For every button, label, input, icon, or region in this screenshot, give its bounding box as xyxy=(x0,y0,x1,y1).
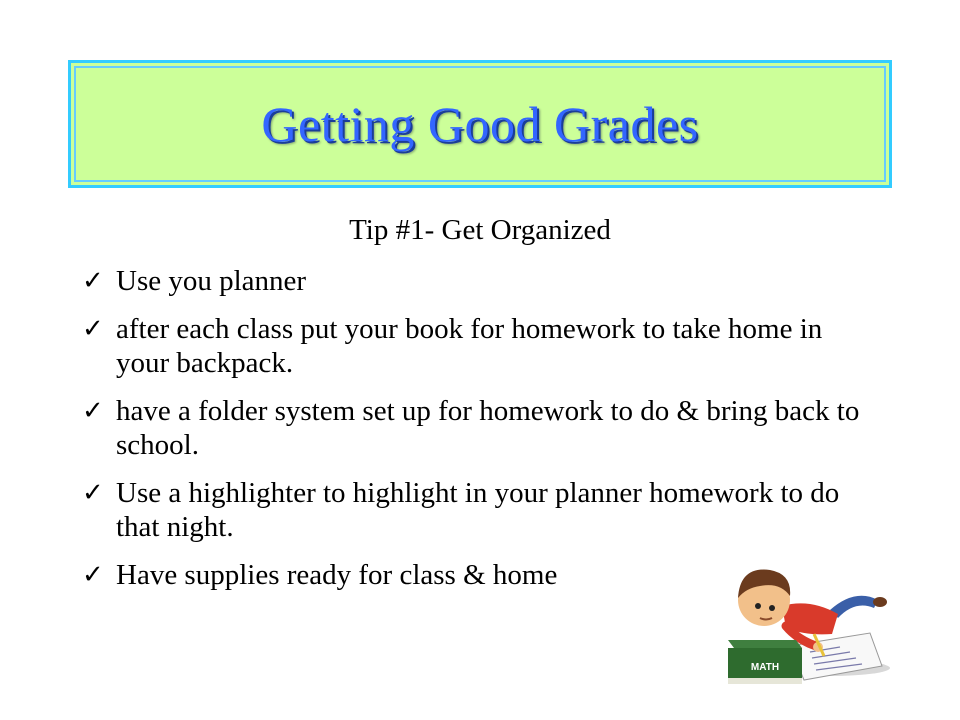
list-item xyxy=(82,476,872,544)
title-box xyxy=(68,60,892,188)
child-doing-math-homework-icon xyxy=(720,548,890,698)
slide-subtitle: Tip #1- Get Organized xyxy=(349,214,611,246)
eye-shape xyxy=(755,603,761,609)
list-item-text: Use a highlighter to highlight in your planner homework to do that night. xyxy=(116,477,840,543)
list-item xyxy=(82,264,872,298)
checkmark-icon: ✓ xyxy=(82,478,104,508)
checkmark-icon: ✓ xyxy=(82,266,104,296)
math-book xyxy=(728,640,802,684)
checkmark-icon: ✓ xyxy=(82,314,104,344)
shoe-shape xyxy=(873,597,887,607)
book-label: MATH xyxy=(750,662,780,673)
book-top xyxy=(728,640,802,648)
checkmark-icon: ✓ xyxy=(82,560,104,590)
list-item xyxy=(82,394,872,462)
list-item-text: Have supplies ready for class & home xyxy=(116,559,558,591)
list-item xyxy=(82,312,872,380)
slide-title: Getting Good Grades xyxy=(261,96,699,152)
checkmark-icon: ✓ xyxy=(82,396,104,426)
eye-shape xyxy=(769,605,775,611)
list-item-text: Use you planner xyxy=(116,265,307,297)
list-item-text: have a folder system set up for homework to do & bring back to school. xyxy=(116,395,860,461)
list-item-text: after each class put your book for homework to take home in your backpack. xyxy=(116,313,823,379)
book-pages xyxy=(728,678,802,684)
